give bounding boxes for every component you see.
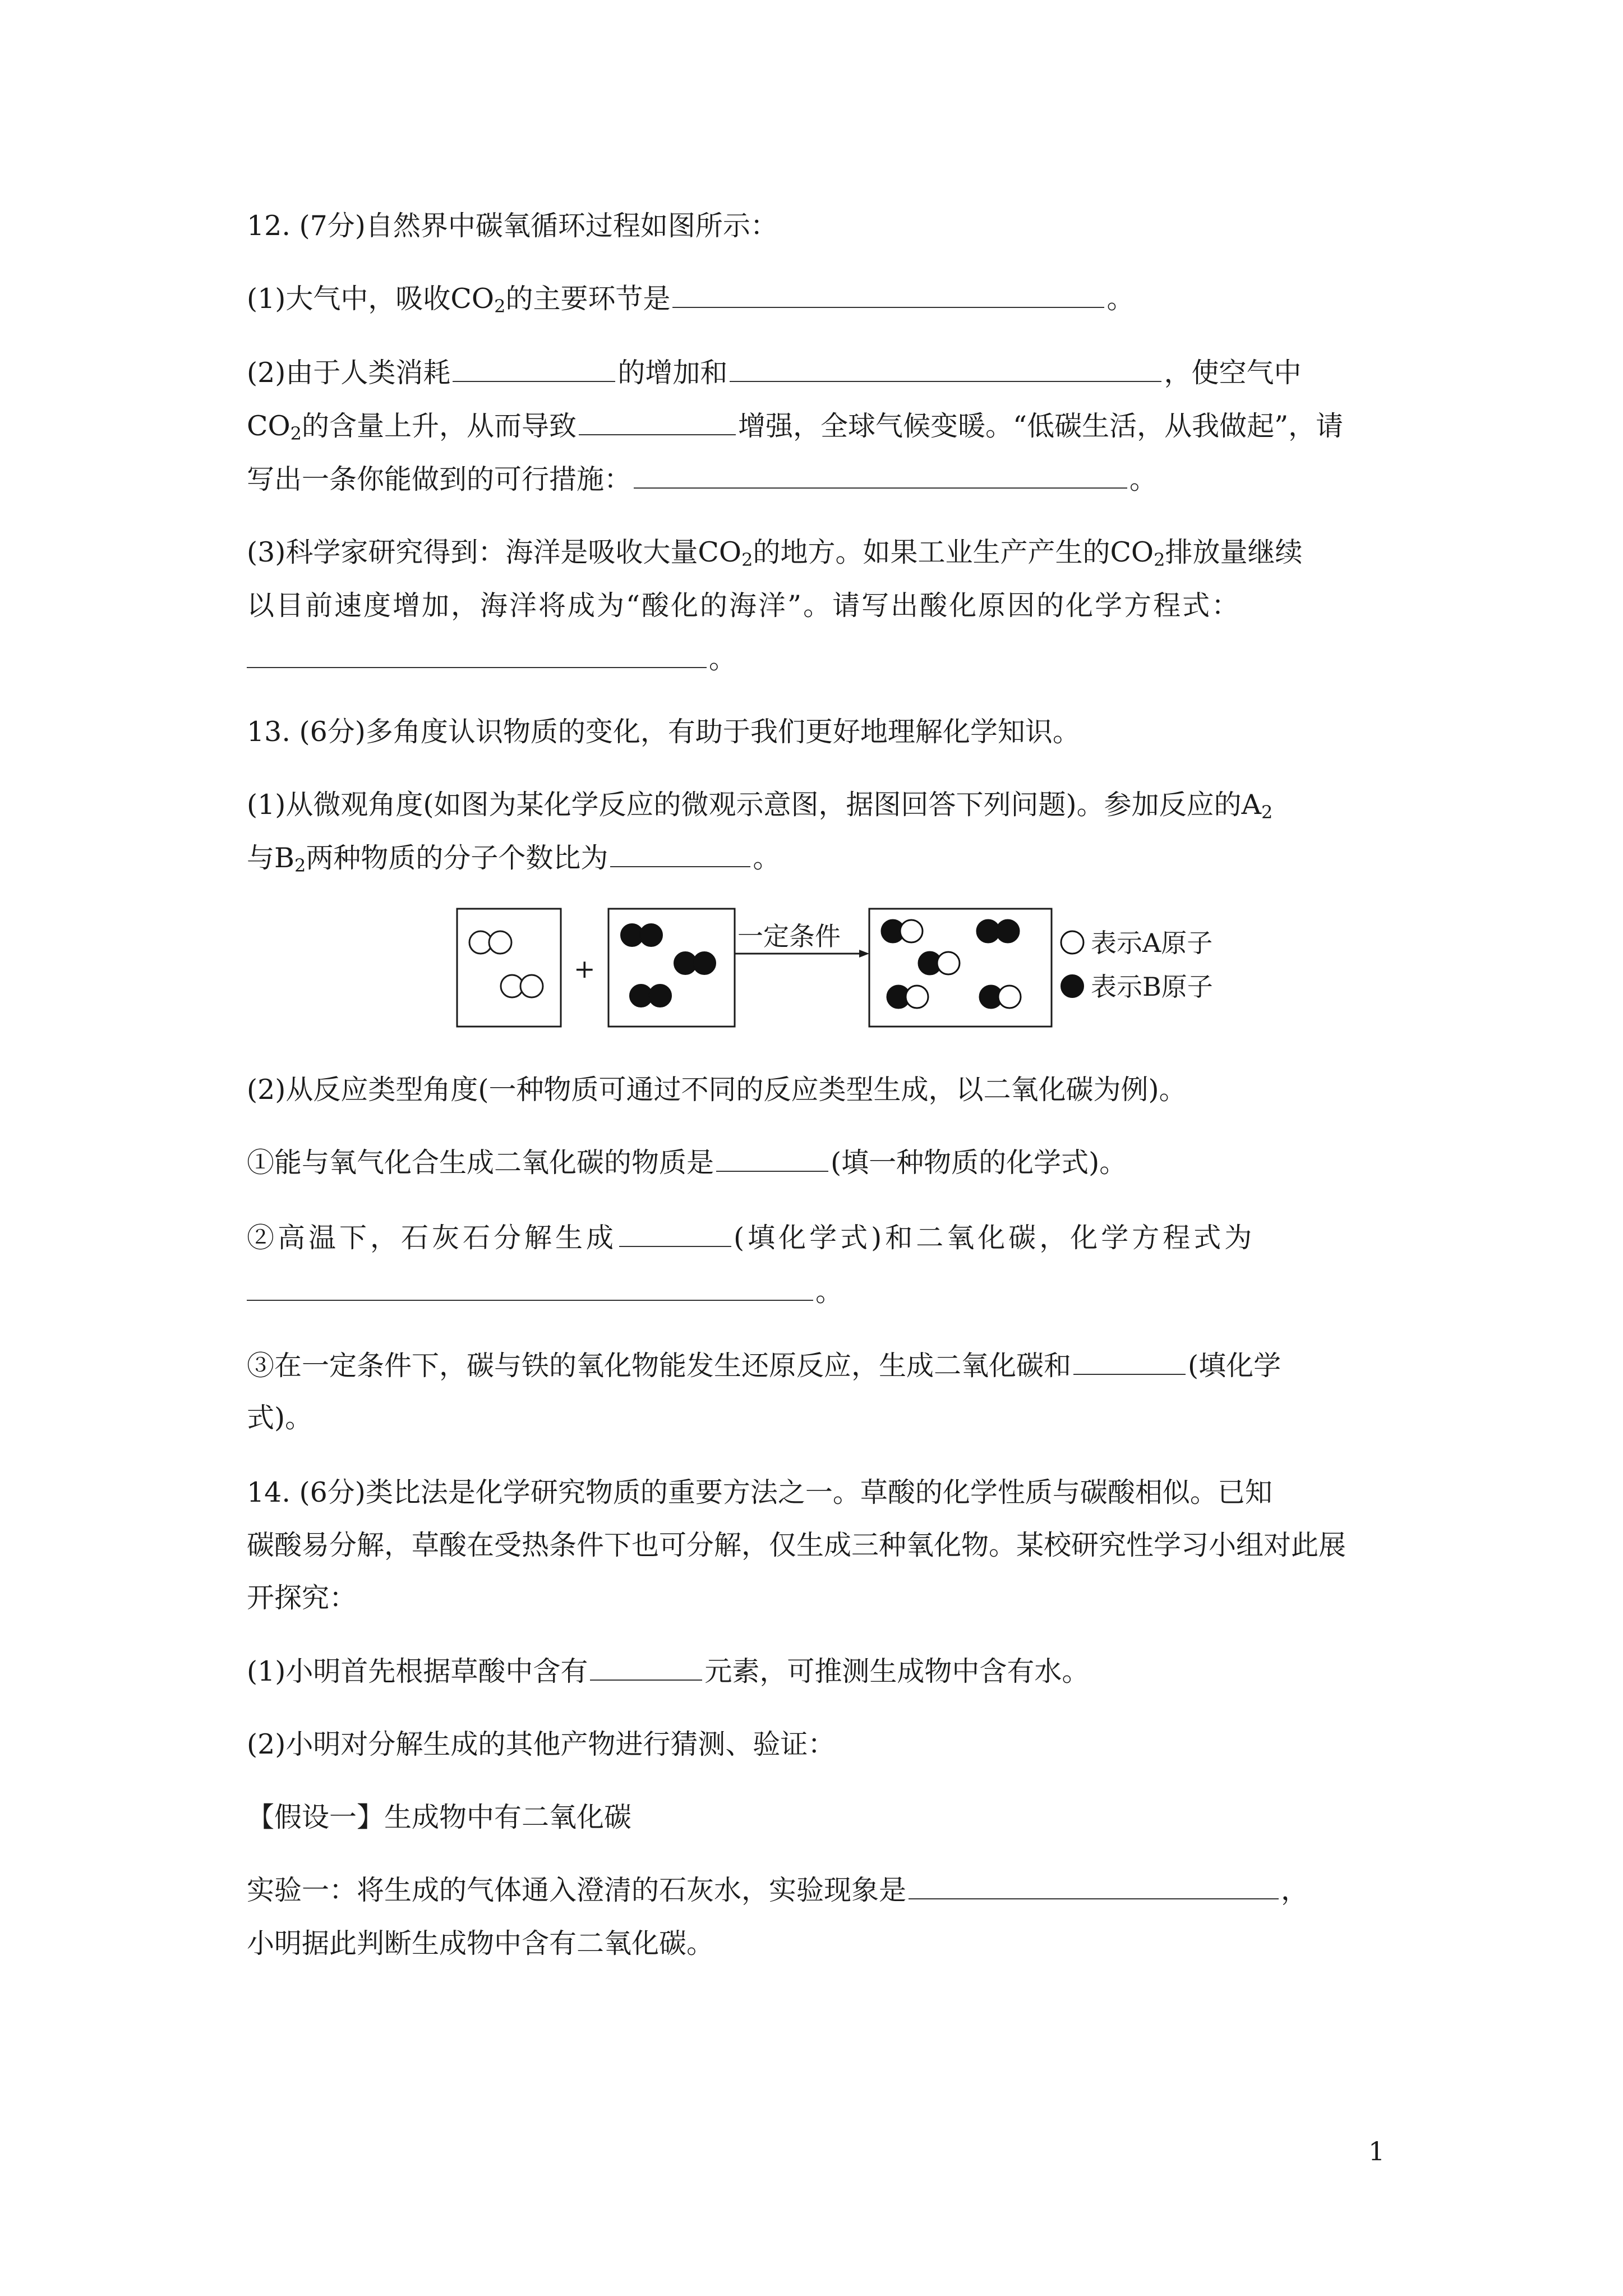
condition-label: 一定条件	[737, 921, 841, 951]
a-atom-icon	[489, 931, 511, 954]
a-atom-icon	[998, 986, 1021, 1008]
a-atom-icon	[937, 952, 960, 974]
q13-part2-item1: ①能与氧气化合生成二氧化碳的物质是 (填一种物质的化学式)。	[247, 1147, 1127, 1179]
answer-blank[interactable]	[716, 1170, 828, 1172]
answer-blank[interactable]	[453, 380, 615, 382]
answer-blank[interactable]	[247, 666, 707, 668]
q12-part3-line2: 以目前速度增加，海洋将成为“酸化的海洋”。请写出酸化原因的化学方程式：	[247, 590, 1241, 622]
q13-part1-line1: (1)从微观角度(如图为某化学反应的微观示意图，据图回答下列问题)。参加反应的$A_2$	[247, 789, 1273, 823]
b-atom-icon	[640, 924, 662, 946]
reactant-a2-box	[457, 909, 561, 1027]
reaction-diagram	[454, 906, 1256, 1029]
q12-part2-line3: 写出一条你能做到的可行措施： 。	[247, 463, 1158, 495]
a-atom-icon	[520, 975, 543, 997]
a-atom-icon	[900, 920, 923, 942]
product-molecules	[882, 920, 1021, 1008]
legend-a-label: 表示A原子	[1091, 928, 1213, 958]
legend-a-atom-icon	[1061, 931, 1083, 954]
legend-b-atom-icon	[1061, 975, 1083, 997]
answer-blank[interactable]	[610, 866, 750, 867]
q14-hypothesis: 【假设一】生成物中有二氧化碳	[247, 1801, 632, 1833]
q12-part3-line1: (3)科学家研究得到：海洋是吸收大量$CO_2$的地方。如果工业生产产生的$CO_2$排放量继续	[247, 536, 1303, 570]
q13-part2-item3-line2: 式)。	[247, 1402, 313, 1434]
b-atom-icon	[693, 952, 716, 974]
q13-title: 13. (6分)多角度认识物质的变化，有助于我们更好地理解化学知识。	[247, 716, 1080, 748]
q12-title: 12. (7分)自然界中碳氧循环过程如图所示：	[247, 210, 778, 242]
answer-blank[interactable]	[1073, 1373, 1186, 1375]
q14-part2: (2)小明对分解生成的其他产物进行猜测、验证：	[247, 1728, 836, 1760]
q13-part2: (2)从反应类型角度(一种物质可通过不同的反应类型生成，以二氧化碳为例)。	[247, 1074, 1187, 1106]
q12-part2-line1: (2)由于人类消耗 的增加和 ，使空气中	[247, 357, 1302, 389]
q14-part1: (1)小明首先根据草酸中含有 元素，可推测生成物中含有水。	[247, 1655, 1090, 1687]
b-atom-icon	[997, 920, 1019, 942]
q13-part2-item3: ③在一定条件下，碳与铁的氧化物能发生还原反应，生成二氧化碳和 (填化学	[247, 1350, 1281, 1382]
q13-part2-item2-line2: 。	[247, 1278, 843, 1305]
a2-molecules	[469, 931, 543, 997]
q13-part2-item2: ②高温下，石灰石分解生成 (填化学式)和二氧化碳，化学方程式为	[247, 1222, 1256, 1254]
answer-blank[interactable]	[579, 434, 736, 435]
answer-blank[interactable]	[247, 1299, 813, 1301]
a-atom-icon	[906, 986, 928, 1008]
b-atom-icon	[649, 984, 671, 1007]
q13-part1-line2: 与$B_2$两种物质的分子个数比为 。	[247, 842, 781, 876]
legend-b-label: 表示B原子	[1091, 972, 1213, 1002]
q14-intro-line3: 开探究：	[247, 1582, 357, 1614]
page-number: 1	[1368, 2136, 1385, 2166]
q14-intro-line1: 14. (6分)类比法是化学研究物质的重要方法之一。草酸的化学性质与碳酸相似。已知	[247, 1476, 1272, 1508]
q12-part3-line3: 。	[247, 645, 736, 673]
answer-blank[interactable]	[909, 1898, 1279, 1899]
answer-blank[interactable]	[619, 1245, 731, 1247]
answer-blank[interactable]	[590, 1679, 702, 1681]
q14-experiment-line1: 实验一：将生成的气体通入澄清的石灰水，实验现象是 ，	[247, 1874, 1309, 1906]
arrow-head-icon	[859, 950, 869, 958]
q14-intro-line2: 碳酸易分解，草酸在受热条件下也可分解，仅生成三种氧化物。某校研究性学习小组对此展	[247, 1529, 1347, 1561]
answer-blank[interactable]	[634, 487, 1127, 489]
q14-experiment-line2: 小明据此判断生成物中含有二氧化碳。	[247, 1927, 714, 1959]
answer-blank[interactable]	[672, 306, 1104, 308]
q12-part2-line2: $CO_2$的含量上升，从而导致 增强，全球气候变暖。“低碳生活，从我做起”，请	[247, 410, 1344, 444]
answer-blank[interactable]	[730, 380, 1161, 382]
q12-part1: (1)大气中，吸收$CO_2$的主要环节是 。	[247, 283, 1135, 317]
b2-molecules	[621, 924, 716, 1007]
plus-sign: +	[574, 954, 596, 984]
